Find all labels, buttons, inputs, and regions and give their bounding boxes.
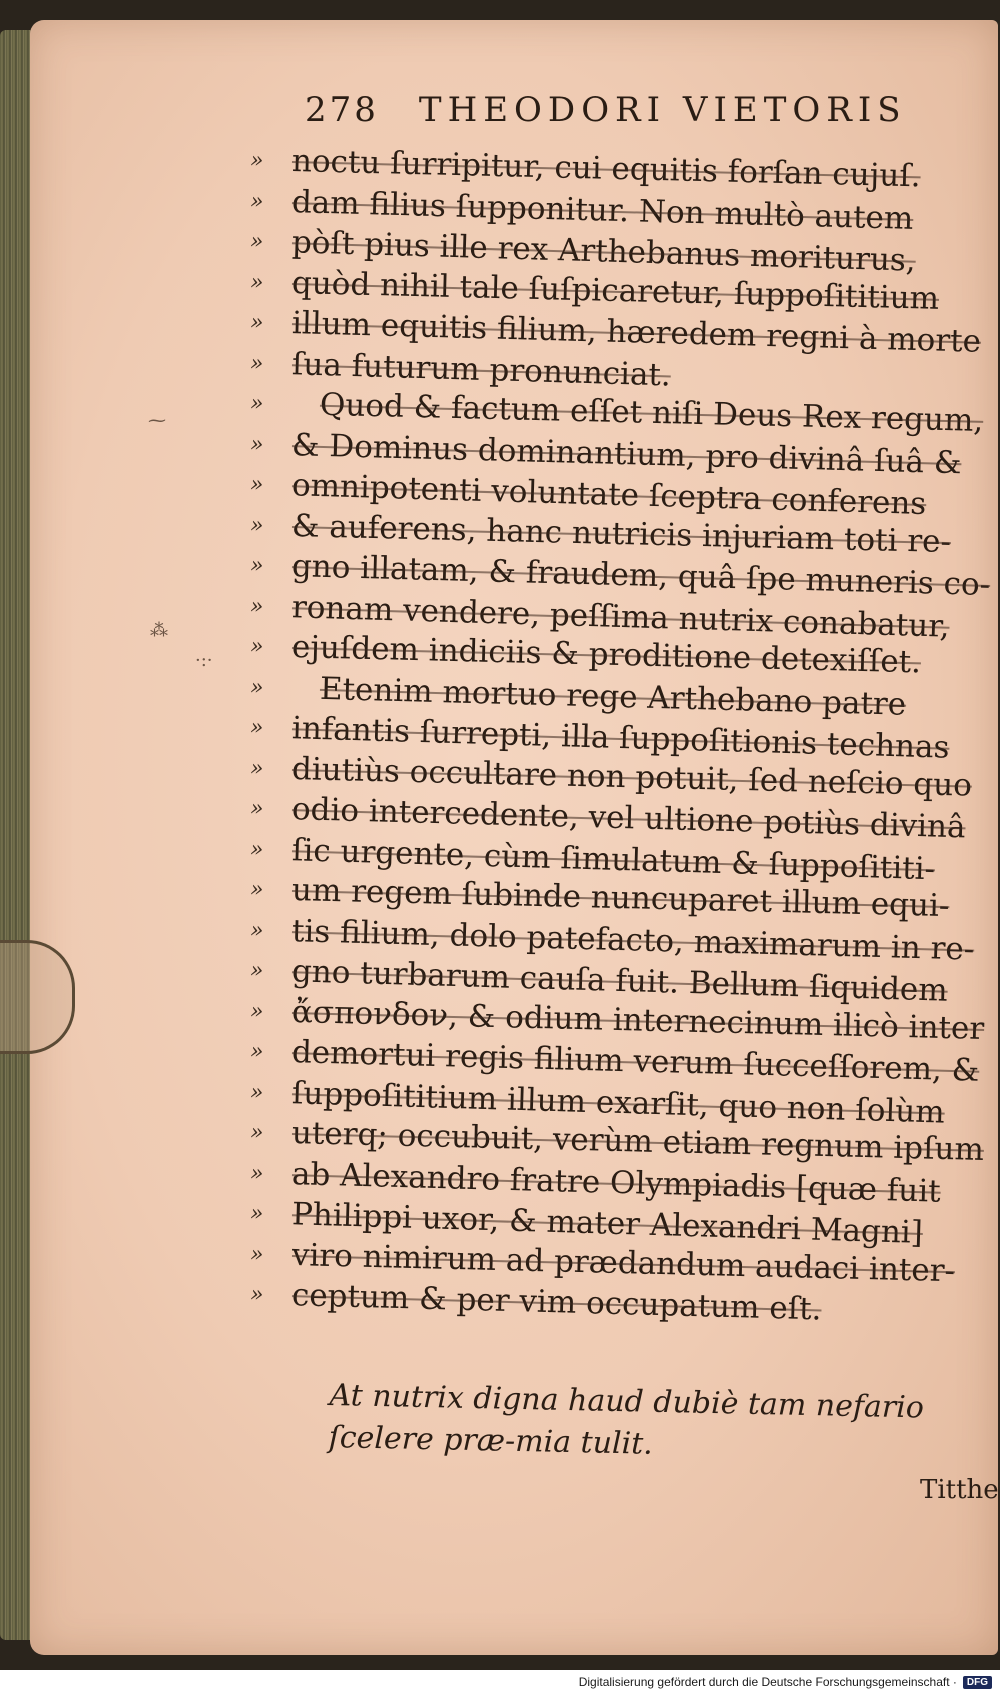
quote-mark: » <box>249 147 264 174</box>
line-text: viro nimirum ad prædandum audaci inter- <box>291 1236 956 1289</box>
quote-mark: » <box>249 836 264 862</box>
line-text: Quod & factum eſſet niſi Deus Rex regum, <box>319 386 984 440</box>
line-text: infantis ſurrepti, illa ſuppoſitionis technas <box>291 710 950 767</box>
line-text: ſua futurum pronunciat. <box>291 346 672 394</box>
quote-mark: » <box>249 228 264 255</box>
footer-credit: Digitalisierung gefördert durch die Deutsche Forschungsgemeinschaft · <box>578 1675 957 1689</box>
quote-mark: » <box>249 552 264 579</box>
line-text: tis filium, dolo patefacto, maximarum in re- <box>291 912 975 968</box>
page-number: 278 <box>305 90 379 130</box>
quote-mark: » <box>249 1241 264 1267</box>
quote-mark: » <box>249 998 264 1024</box>
quote-mark: » <box>249 674 264 700</box>
line-text: illum equitis filium, hæredem regni à morte <box>291 305 982 361</box>
quote-mark: » <box>249 471 264 498</box>
quote-mark: » <box>249 714 264 741</box>
line-text: gno illatam, & fraudem, quâ ſpe muneris co- <box>291 548 991 604</box>
line-text: noctu ſurripitur, cui equitis forſan cujuſ. <box>291 143 922 195</box>
running-head: THEODORI VIETORIS <box>418 90 907 130</box>
line-text: pòſt pius ille rex Arthebanus moriturus, <box>291 224 917 279</box>
line-text: um regem ſubinde nuncuparet illum equi- <box>291 872 950 925</box>
catchword: Titthe <box>920 1475 999 1505</box>
line-text: diutiùs occultare non potuit, ſed neſcio quo <box>291 750 973 804</box>
margin-mark: ·:· <box>195 650 213 671</box>
quote-mark: » <box>249 1038 264 1065</box>
margin-mark: ⁂ <box>150 620 168 641</box>
quote-mark: » <box>249 1160 264 1186</box>
body-text <box>249 140 991 1328</box>
line-text: dam filius ſupponitur. Non multò autem <box>291 183 914 237</box>
quote-mark: » <box>249 1119 264 1146</box>
line-text: odio intercedente, vel ultione potiùs divinâ <box>291 791 966 846</box>
quote-mark: » <box>249 390 264 417</box>
line-text: & auferens, hanc nutricis injuriam toti re- <box>291 507 952 560</box>
quote-mark: » <box>249 431 264 457</box>
line-text: uterq; occubuit, verùm etiam regnum ipſum <box>291 1115 985 1169</box>
line-text: demortui regis filium verum ſucceſſorem, & <box>291 1034 980 1089</box>
quote-mark: » <box>249 1281 264 1308</box>
footer-bar <box>0 1670 1000 1694</box>
line-text: ἄσπονδον, & odium internecinum ilicò inter <box>291 993 985 1047</box>
dfg-logo: DFG <box>963 1676 992 1689</box>
line-text: Philippi uxor, & mater Alexandri Magni] <box>291 1196 924 1252</box>
line-text: gno turbarum cauſa fuit. Bellum ſiquidem <box>291 953 949 1009</box>
line-text: ronam vendere, peſſima nutrix conabatur, <box>291 589 951 645</box>
quote-mark: » <box>249 309 264 336</box>
line-text: ejuſdem indiciis & proditione detexiſſet. <box>291 629 922 681</box>
line-text: Etenim mortuo rege Arthebano patre <box>319 670 907 723</box>
italic-note: At nutrix digna haud dubiè tam nefario ſcelere præ-mia tulit. <box>328 1377 925 1462</box>
quote-mark: » <box>249 512 264 538</box>
quote-mark: » <box>249 1079 264 1105</box>
quote-mark: » <box>249 593 264 619</box>
page-header <box>305 90 925 134</box>
quote-mark: » <box>249 633 264 660</box>
quote-mark: » <box>249 957 264 984</box>
quote-mark: » <box>249 350 264 376</box>
line-text: omnipotenti voluntate ſceptra conferens <box>291 467 927 523</box>
margin-mark: ⁓ <box>148 410 166 431</box>
quote-mark: » <box>249 1200 264 1227</box>
line-text: ſuppoſititium illum exarſit, quo non ſolùm <box>291 1075 946 1131</box>
line-text: quòd nihil tale ſuſpicaretur, ſuppoſititium <box>291 264 940 317</box>
quote-mark: » <box>249 917 264 943</box>
line-text: ab Alexandro fratre Olympiadis [quæ fuit <box>291 1155 942 1210</box>
quote-mark: » <box>249 269 264 295</box>
line-text: & Dominus dominantium, pro divinâ ſuâ & <box>291 426 962 481</box>
line-text: ceptum & per vim occupatum eſt. <box>291 1277 822 1328</box>
quote-mark: » <box>249 795 264 822</box>
quote-mark: » <box>249 188 264 214</box>
quote-mark: » <box>249 876 264 903</box>
quote-mark: » <box>249 755 264 781</box>
line-text: ſic urgente, cùm ſimulatum & ſuppoſititi- <box>291 832 936 888</box>
